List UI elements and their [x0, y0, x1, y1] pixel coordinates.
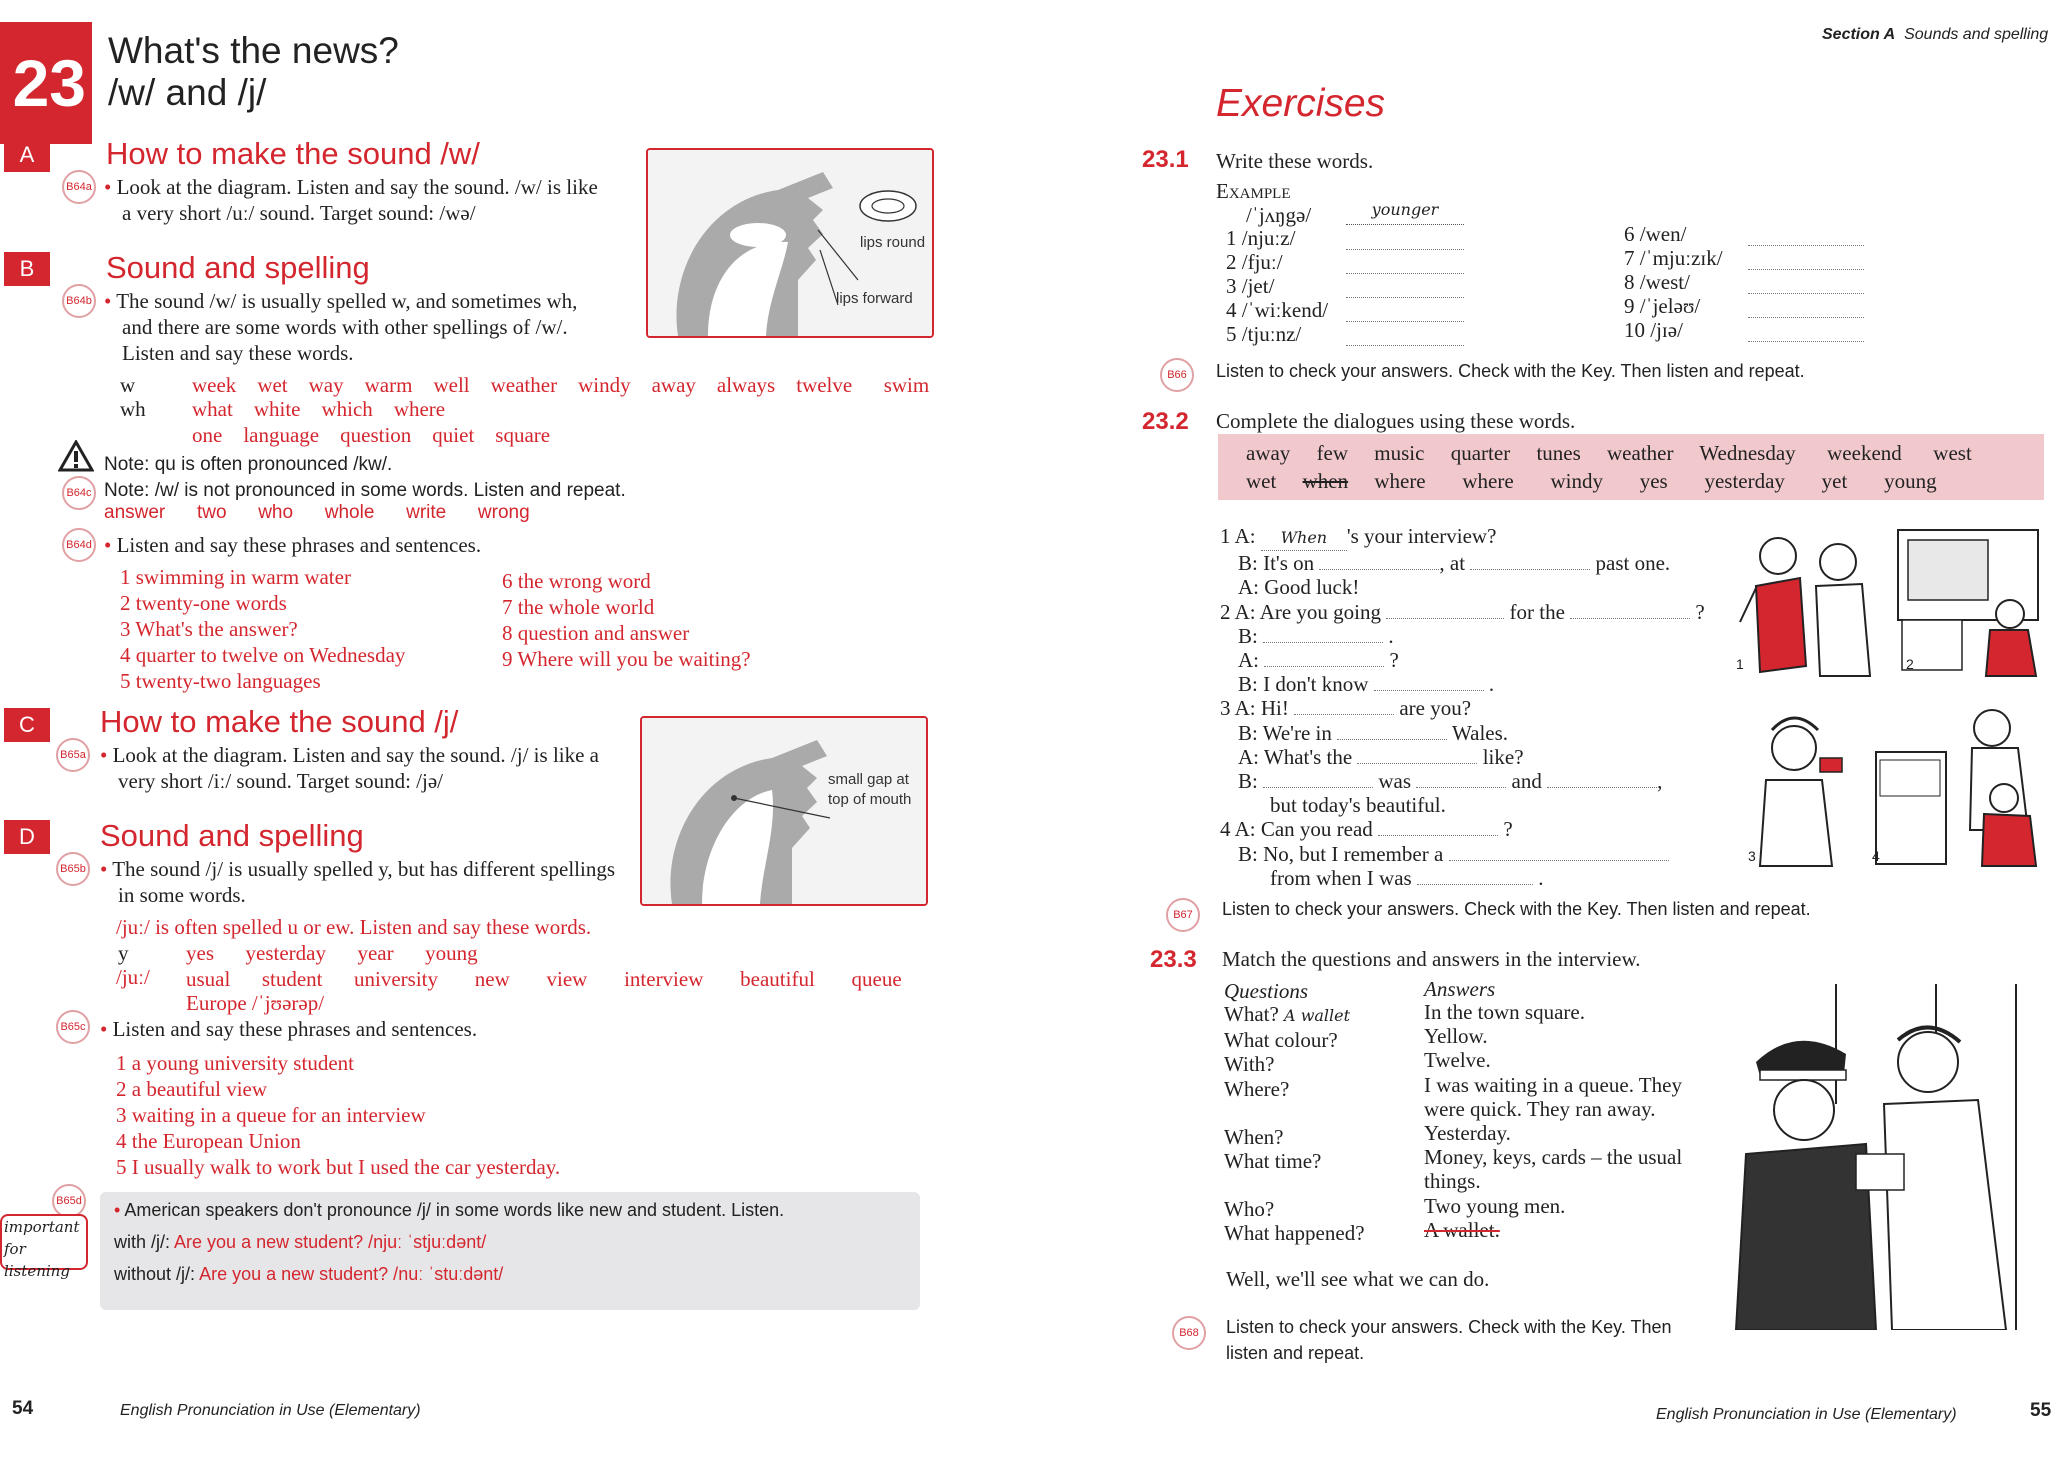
section-a-text: • Look at the diagram. Listen and say the sound. /w/ is like a very short /uː/ sound. Target sound: /wə/ [104, 175, 598, 225]
illustration-2: 2 [1892, 526, 2042, 680]
note-qu: Note: qu is often pronounced /kw/. [104, 454, 393, 475]
audio-track-icon[interactable]: B65b [56, 852, 90, 886]
exercises-heading: Exercises [1216, 82, 1386, 125]
section-c-text: • Look at the diagram. Listen and say the sound. /j/ is like a very short /iː/ sound. Target sound: /jə/ [100, 743, 600, 793]
unit-number: 23 [0, 22, 92, 144]
ex1-answer-lines-left[interactable] [1346, 226, 1464, 346]
audio-track-icon[interactable]: B64c [62, 476, 96, 510]
audio-track-icon[interactable]: B66 [1160, 358, 1194, 392]
ex2-check-text: Listen to check your answers. Check with the Key. Then listen and repeat. [1222, 899, 1811, 919]
ex1-check-text: Listen to check your answers. Check with the Key. Then listen and repeat. [1216, 361, 1805, 381]
audio-track-icon[interactable]: B65a [56, 738, 90, 772]
questions-heading: Questions [1224, 979, 1308, 1003]
diagram-label: small gap at top of mouth [828, 771, 912, 808]
exercise-number-23-2: 23.2 [1142, 408, 1189, 435]
wh-word-row: what white which where [192, 397, 446, 421]
section-d-heading: Sound and spelling [100, 818, 364, 853]
illustration-4: 4 [1872, 704, 2042, 868]
diagram-label: lips round [860, 234, 926, 251]
footer-right: English Pronunciation in Use (Elementary) [1656, 1406, 1957, 1423]
section-b-heading: Sound and spelling [106, 250, 370, 285]
w-word-row: week wet way warm well weather windy away always twelve swim [192, 373, 930, 397]
exercise-instruction: Match the questions and answers in the interview. [1222, 947, 1641, 971]
closing-line: Well, we'll see what we can do. [1226, 1267, 1490, 1291]
illustration-police-interview [1716, 984, 2040, 1330]
europe-word: Europe /ˈjʊərəp/ [186, 991, 325, 1015]
note-silent-w: Note: /w/ is not pronounced in some words. Listen and repeat. [104, 480, 626, 501]
ex1-items-right: 6 /wen/ 7 /ˈmjuːzɪk/ 8 /west/ 9 /ˈjeləʊ/ 10 /jɪə/ [1624, 222, 1723, 342]
exercise-number-23-3: 23.3 [1150, 946, 1197, 973]
audio-track-icon[interactable]: B64d [62, 528, 96, 562]
word-box-row1: away few music quarter tunes weather Wednesday weekend west [1246, 441, 1972, 465]
dialogues: 1 A: When 's your interview? B: It's on , at past one. A: Good luck! 2 A: Are you going for the ? B: . A: ? B: I don't know . 3 A: Hi! are you? B: We're in Wales. A: What's the like? B: was and , but today's beautiful. 4 A: Can you read ? B: No, but I remember a from when I was . [1220, 524, 1705, 890]
section-header: Section A Sounds and spelling [1822, 26, 2049, 43]
ju-word-row: usual student university new view interview beautiful queue [186, 967, 902, 991]
diagram-label: lips forward [836, 290, 913, 307]
w-mouth-diagram [646, 148, 934, 338]
section-tab-c: C [4, 708, 50, 742]
ex3-check-text: Listen to check your answers. Check with the Key. Then listen and repeat. [1226, 1317, 1672, 1363]
side-note-bubble: important for listening [0, 1214, 88, 1270]
section-a-heading: How to make the sound /w/ [106, 136, 480, 171]
illustration-1: 1 [1736, 526, 1886, 680]
answer-blank: When [1261, 526, 1347, 551]
y-word-row: yes yesterday year young [186, 941, 478, 965]
other-word-row: one language question quiet square [192, 423, 551, 447]
mouth-profile-diagram [642, 718, 926, 904]
phrases-intro: • Listen and say these phrases and sentences. [104, 533, 482, 557]
example-label: Example [1216, 179, 1291, 203]
j-mouth-diagram [640, 716, 928, 906]
exercise-instruction: Write these words. [1216, 149, 1374, 173]
section-d-text: • The sound /j/ is usually spelled y, but has different spellings in some words. [100, 857, 616, 907]
questions-list: What? A wallet What colour? With? Where? When? What time? Who? What happened? [1224, 1002, 1365, 1246]
audio-track-icon[interactable]: B65c [56, 1010, 90, 1044]
section-tab-d: D [4, 820, 50, 854]
audio-track-icon[interactable]: B64b [62, 284, 96, 318]
example-ipa: /ˈjʌŋgə/ [1246, 203, 1312, 227]
unit-subtitle: /w/ and /j/ [108, 72, 267, 113]
ju-spelling-note: /juː/ is often spelled u or ew. Listen and say these words. [116, 915, 592, 939]
wh-label: wh [120, 397, 146, 421]
section-b-text: • The sound /w/ is usually spelled w, and sometimes wh, and there are some words with other spellings of /w/. Listen and say these words. [104, 289, 578, 365]
page-number-right: 55 [2030, 1400, 2052, 1421]
audio-track-icon[interactable]: B67 [1166, 898, 1200, 932]
exercise-number-23-1: 23.1 [1142, 146, 1189, 173]
answers-list: In the town square. Yellow. Twelve. I was waiting in a queue. They were quick. They ran away. Yesterday. Money, keys, cards – the usual things. Two young men. A wallet. [1424, 1000, 1683, 1242]
phrases-list-right: 6 the wrong word 7 the whole world 8 question and answer 9 Where will you be waiting? [502, 569, 751, 671]
section-c-heading: How to make the sound /j/ [100, 704, 459, 739]
j-phrases-list: 1 a young university student 2 a beautiful view 3 waiting in a queue for an interview 4 the European Union 5 I usually walk to work but I used the car yesterday. [116, 1051, 561, 1179]
ex1-answer-lines-right[interactable] [1748, 222, 1864, 342]
answers-heading: Answers [1424, 977, 1496, 1001]
audio-track-icon[interactable]: B64a [62, 170, 96, 204]
page-number-left: 54 [12, 1398, 34, 1419]
word-box-row2: wet when where where windy yes yesterday yet young [1246, 469, 1937, 493]
footer-left: English Pronunciation in Use (Elementary) [120, 1402, 421, 1419]
american-note-text: • American speakers don't pronounce /j/ in some words like new and student. Listen. [114, 1200, 785, 1220]
section-tab-b: B [4, 252, 50, 286]
section-tab-a: A [4, 138, 50, 172]
with-j-line: with /j/: Are you a new student? /njuː ˈstjuːdənt/ [114, 1232, 487, 1252]
warning-icon [58, 440, 94, 477]
ex1-items-left: 1 /njuːz/ 2 /fjuː/ 3 /jet/ 4 /ˈwiːkend/ 5 /tjuːnz/ [1226, 226, 1329, 346]
w-label: w [120, 373, 136, 397]
illustration-3: 3 [1736, 700, 1886, 868]
without-j-line: without /j/: Are you a new student? /nuː ˈstuːdənt/ [114, 1264, 504, 1284]
audio-track-icon[interactable]: B68 [1172, 1316, 1206, 1350]
unit-title: What's the news? [108, 30, 399, 71]
exercise-instruction: Complete the dialogues using these words. [1216, 409, 1576, 433]
example-answer: younger [1346, 200, 1464, 225]
silent-w-words: answer two who whole write wrong [104, 502, 530, 523]
ju-label: /juː/ [116, 965, 150, 989]
audio-track-icon[interactable]: B65d [52, 1184, 86, 1218]
phrases-list-left: 1 swimming in warm water 2 twenty-one words 3 What's the answer? 4 quarter to twelve on Wednesday 5 twenty-two languages [120, 565, 406, 693]
phrases-intro: • Listen and say these phrases and sentences. [100, 1017, 478, 1041]
y-label: y [118, 941, 129, 965]
